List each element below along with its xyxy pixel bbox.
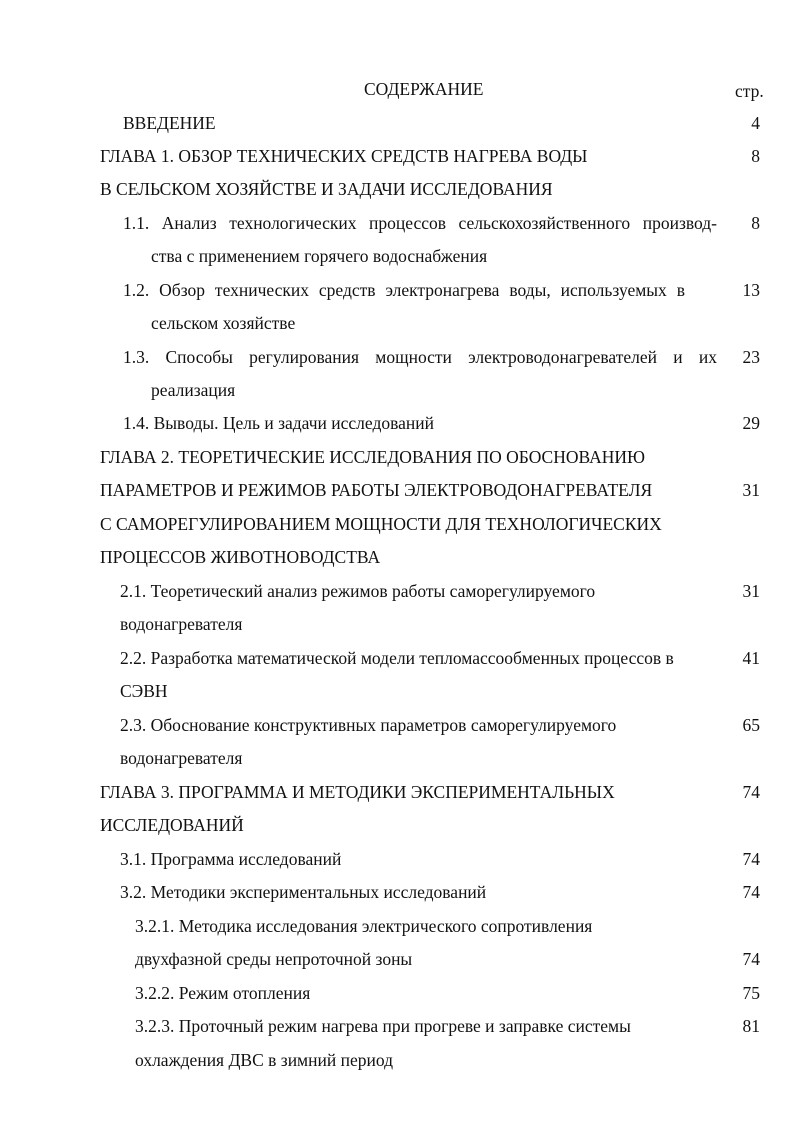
toc-entry-3-1: 3.1. Программа исследований xyxy=(120,849,342,869)
toc-entry-2-3: 2.3. Обоснование конструктивных параметров саморегулируемого xyxy=(120,715,617,735)
toc-entry-3-2-3: 3.2.3. Проточный режим нагрева при прогреве и заправке системы xyxy=(135,1016,631,1036)
page-number: 41 xyxy=(742,648,760,668)
toc-entry-2-3-cont: водонагревателя xyxy=(120,748,243,768)
toc-entry-3-2-1: 3.2.1. Методика исследования электрического сопротивления xyxy=(135,916,593,936)
toc-entry-chapter-2-cont-1: ПАРАМЕТРОВ И РЕЖИМОВ РАБОТЫ ЭЛЕКТРОВОДОНАГРЕВАТЕЛЯ xyxy=(100,480,653,500)
toc-entry-chapter-3: ГЛАВА 3. ПРОГРАММА И МЕТОДИКИ ЭКСПЕРИМЕНТАЛЬНЫХ xyxy=(100,782,615,802)
page-number: 8 xyxy=(751,146,760,166)
toc-entry-chapter-2: ГЛАВА 2. ТЕОРЕТИЧЕСКИЕ ИССЛЕДОВАНИЯ ПО ОБОСНОВАНИЮ xyxy=(100,447,645,467)
toc-entry-chapter-3-cont: ИССЛЕДОВАНИЙ xyxy=(100,815,244,835)
toc-entry-3-2: 3.2. Методики экспериментальных исследований xyxy=(120,882,487,902)
page-number: 4 xyxy=(751,113,760,133)
toc-entry-3-2-3-cont: охлаждения ДВС в зимний период xyxy=(135,1050,393,1070)
toc-entry-1-3: 1.3. Способы регулирования мощности электроводонагревателей и их xyxy=(123,347,717,367)
page-number: 75 xyxy=(742,983,760,1003)
toc-entry-introduction: ВВЕДЕНИЕ xyxy=(123,113,216,133)
toc-entry-1-4: 1.4. Выводы. Цель и задачи исследований xyxy=(123,413,435,433)
toc-entry-1-1: 1.1. Анализ технологических процессов сельскохозяйственного производ- xyxy=(123,213,717,233)
toc-entry-2-2-cont: СЭВН xyxy=(120,681,168,701)
toc-entry-2-1-cont: водонагревателя xyxy=(120,614,243,634)
page-number: 74 xyxy=(742,782,760,802)
toc-entry-chapter-2-cont-3: ПРОЦЕССОВ ЖИВОТНОВОДСТВА xyxy=(100,547,381,567)
page-number: 74 xyxy=(742,849,760,869)
toc-entry-1-1-cont: ства с применением горячего водоснабжения xyxy=(151,246,488,266)
page-number: 74 xyxy=(742,882,760,902)
page-number: 8 xyxy=(751,213,760,233)
page-number: 81 xyxy=(742,1016,760,1036)
toc-entry-3-2-1-cont: двухфазной среды непроточной зоны xyxy=(135,949,413,969)
page-number: 31 xyxy=(742,480,760,500)
page-number: 13 xyxy=(742,280,760,300)
page-number: 23 xyxy=(742,347,760,367)
toc-entry-1-2: 1.2. Обзор технических средств электронагрева воды, используемых в xyxy=(123,280,685,300)
page-number: 74 xyxy=(742,949,760,969)
page-number: 65 xyxy=(742,715,760,735)
toc-entry-chapter-1-cont: В СЕЛЬСКОМ ХОЗЯЙСТВЕ И ЗАДАЧИ ИССЛЕДОВАНИЯ xyxy=(100,179,553,199)
toc-entry-1-2-cont: сельском хозяйстве xyxy=(151,313,296,333)
toc-entry-1-3-cont: реализация xyxy=(151,380,236,400)
toc-entry-chapter-2-cont-2: С САМОРЕГУЛИРОВАНИЕМ МОЩНОСТИ ДЛЯ ТЕХНОЛОГИЧЕСКИХ xyxy=(100,514,662,534)
toc-entry-2-1: 2.1. Теоретический анализ режимов работы саморегулируемого xyxy=(120,581,596,601)
toc-entry-3-2-2: 3.2.2. Режим отопления xyxy=(135,983,311,1003)
page-column-label: стр. xyxy=(735,81,764,101)
toc-heading: СОДЕРЖАНИЕ xyxy=(364,79,484,99)
page-number: 31 xyxy=(742,581,760,601)
toc-entry-chapter-1: ГЛАВА 1. ОБЗОР ТЕХНИЧЕСКИХ СРЕДСТВ НАГРЕВА ВОДЫ xyxy=(100,146,588,166)
page-number: 29 xyxy=(742,413,760,433)
toc-entry-2-2: 2.2. Разработка математической модели тепломассообменных процессов в xyxy=(120,648,674,668)
